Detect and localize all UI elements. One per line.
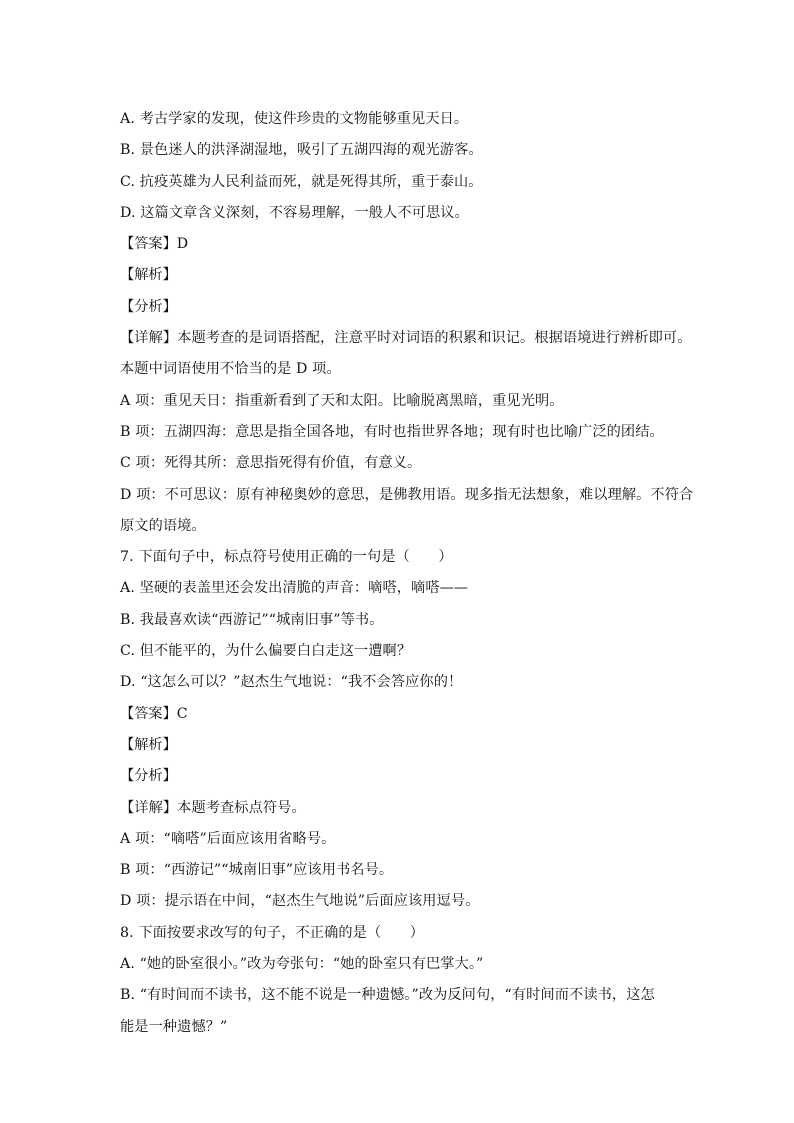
q7-explain-b: B 项：“西游记”“城南旧事”应该用书名号。 bbox=[120, 862, 394, 879]
q7-detail: 【详解】本题考查标点符号。 bbox=[120, 799, 306, 816]
q6-explain-d-line-1: D 项：不可思议：原有神秘奥妙的意思，是佛教用语。现多指无法想象，难以理解。不符合 bbox=[120, 486, 694, 503]
q7-option-c: C. 但不能平的，为什么偏要白白走这一遭啊？ bbox=[120, 643, 412, 660]
q6-option-c: C. 抗疫英雄为人民利益而死，就是死得其所，重于泰山。 bbox=[120, 173, 483, 190]
q6-breakdown-heading: 【分析】 bbox=[120, 298, 177, 315]
q8-option-a: A. “她的卧室很小。”改为夸张句：“她的卧室只有巴掌大。” bbox=[120, 956, 484, 973]
q7-option-a: A. 坚硬的表盖里还会发出清脆的声音：嘀嗒，嘀嗒—— bbox=[120, 580, 469, 597]
q6-explain-c: C 项：死得其所：意思指死得有价值，有意义。 bbox=[120, 455, 422, 472]
q7-breakdown-heading: 【分析】 bbox=[120, 768, 177, 785]
q6-option-b: B. 景色迷人的洪泽湖湿地，吸引了五湖四海的观光游客。 bbox=[120, 142, 483, 159]
document-body bbox=[120, 104, 694, 1043]
q7-explain-d: D 项：提示语在中间，“赵杰生气地说”后面应该用逗号。 bbox=[120, 893, 480, 910]
q6-detail-line-1: 【详解】本题考查的是词语搭配，注意平时对词语的积累和识记。根据语境进行辨析即可。 bbox=[120, 330, 692, 347]
q8-option-b-line-1: B. “有时间而不读书，这不能不说是一种遗憾。”改为反问句，“有时间而不读书，这怎 bbox=[120, 987, 655, 1004]
q6-answer: 【答案】D bbox=[120, 236, 189, 253]
q7-analysis-heading: 【解析】 bbox=[120, 736, 177, 753]
q7-option-d: D. “这怎么可以？”赵杰生气地说：“我不会答应你的！ bbox=[120, 674, 463, 691]
q7-answer: 【答案】C bbox=[120, 705, 188, 722]
q7-option-b: B. 我最喜欢读“西游记”“城南旧事”等书。 bbox=[120, 611, 384, 628]
q7-question: 7. 下面句子中，标点符号使用正确的一句是（ ） bbox=[120, 549, 453, 566]
q6-explain-d-line-2: 原文的语境。 bbox=[120, 517, 206, 534]
q8-question: 8. 下面按要求改写的句子，不正确的是（ ） bbox=[120, 924, 425, 941]
q6-explain-a: A 项：重见天日：指重新看到了天和太阳。比喻脱离黑暗，重见光明。 bbox=[120, 392, 564, 409]
q6-option-a: A. 考古学家的发现，使这件珍贵的文物能够重见天日。 bbox=[120, 111, 469, 127]
q7-explain-a: A 项：“嘀嗒”后面应该用省略号。 bbox=[120, 830, 336, 847]
q8-option-b-line-2: 能是一种遗憾？” bbox=[120, 1018, 228, 1035]
q6-option-d: D. 这篇文章含义深刻，不容易理解，一般人不可思议。 bbox=[120, 204, 469, 221]
q6-detail-line-2: 本题中词语使用不恰当的是 D 项。 bbox=[120, 361, 341, 378]
q6-explain-b: B 项：五湖四海：意思是指全国各地，有时也指世界各地；现有时也比喻广泛的团结。 bbox=[120, 423, 664, 440]
q6-analysis-heading: 【解析】 bbox=[120, 267, 177, 284]
